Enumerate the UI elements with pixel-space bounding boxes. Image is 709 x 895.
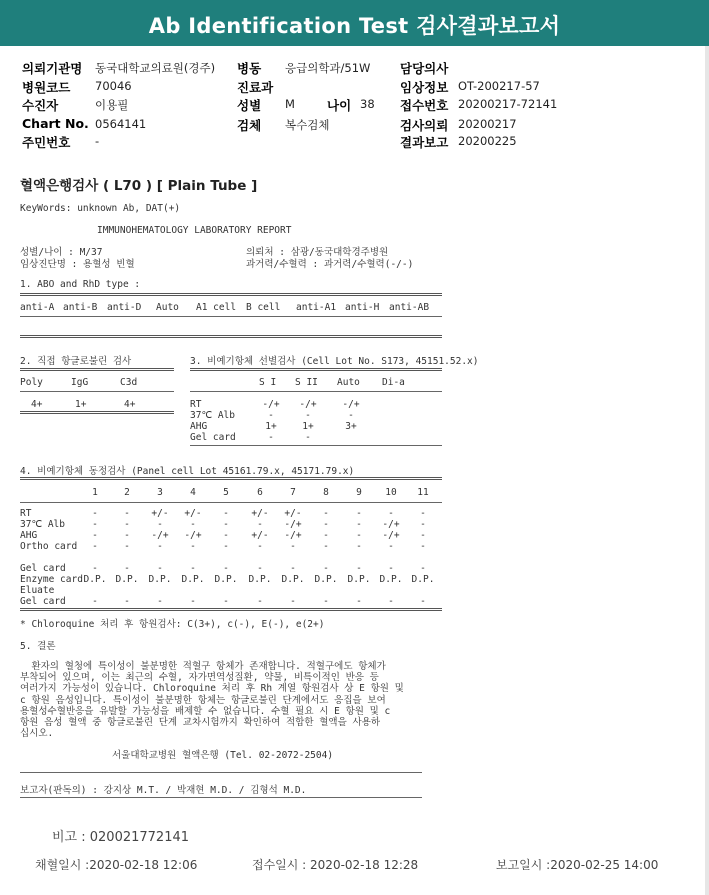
panel-cell: -/+ — [382, 519, 400, 530]
panel-cell: - — [388, 541, 394, 552]
header-value: 이용필 — [95, 98, 129, 112]
screen-cell: - — [305, 410, 311, 421]
panel-cell: - — [420, 541, 426, 552]
panel-cell: - — [257, 519, 263, 530]
panel-cell: -/+ — [184, 530, 202, 541]
header-label: Chart No. — [22, 116, 89, 131]
header-label: 임상정보 — [400, 80, 449, 95]
screen-cell: - — [268, 410, 274, 421]
panel-cell: +/- — [251, 508, 269, 519]
panel-cell: -/+ — [151, 530, 169, 541]
panel-column-header: 11 — [417, 487, 429, 498]
header-label: 접수번호 — [400, 98, 449, 113]
panel-cell: - — [124, 519, 130, 530]
abo-column-header: anti-AB — [389, 302, 430, 313]
panel-cell: - — [223, 508, 229, 519]
screen-column-header: S I — [259, 377, 277, 388]
panel-cell: - — [356, 541, 362, 552]
header-label: 결과보고 — [400, 135, 449, 150]
divider — [20, 477, 442, 480]
abo-column-header: anti-B — [63, 302, 98, 313]
collected-time: 채혈일시 :2020-02-18 12:06 — [35, 858, 198, 872]
panel-cell: - — [257, 563, 263, 574]
screen-column-header: Auto — [337, 377, 360, 388]
panel-cell: - — [92, 508, 98, 519]
screen-cell: -/+ — [342, 399, 360, 410]
past-history: 과거력/수혈력 : 과거력/수혈력(-/-) — [246, 259, 414, 270]
panel-cell: - — [323, 508, 329, 519]
header-label: 성별 — [237, 98, 262, 113]
panel-cell: - — [323, 563, 329, 574]
panel-cell: -/+ — [284, 530, 302, 541]
abo-column-header: anti-D — [107, 302, 142, 313]
panel-cell: - — [190, 541, 196, 552]
sex-age: 성별/나이 : M/37 — [20, 247, 103, 258]
panel-cell: - — [157, 563, 163, 574]
header-value: 20200225 — [458, 134, 517, 148]
panel-column-header: 1 — [92, 487, 98, 498]
screen-row-label: AHG — [190, 421, 208, 432]
panel-cell: - — [420, 563, 426, 574]
header-label: 진료과 — [237, 80, 274, 95]
panel-cell: - — [388, 508, 394, 519]
divider — [190, 368, 442, 371]
screen-row-label: 37℃ Alb — [190, 410, 235, 421]
divider — [20, 368, 174, 371]
panel-cell: - — [157, 541, 163, 552]
clinical-diagnosis: 임상진단명 : 용혈성 빈혈 — [20, 259, 135, 270]
header-value: M — [285, 97, 295, 111]
panel-row-label: 37℃ Alb — [20, 519, 65, 530]
screen-row-label: Gel card — [190, 432, 236, 443]
header-value: 70046 — [95, 79, 132, 93]
divider — [20, 335, 442, 338]
panel-cell: - — [323, 541, 329, 552]
panel-column-header: 10 — [385, 487, 397, 498]
panel-cell: - — [190, 596, 196, 607]
header-value: 0564141 — [95, 117, 147, 131]
abo-column-header: anti-A1 — [296, 302, 337, 313]
panel-cell: - — [356, 530, 362, 541]
panel-cell: - — [124, 541, 130, 552]
screen-cell: - — [348, 410, 354, 421]
abo-column-header: Auto — [156, 302, 179, 313]
conclusion-line: 십시오. — [20, 728, 54, 740]
panel-cell: - — [223, 530, 229, 541]
panel-column-header: 7 — [290, 487, 296, 498]
conclusion-line: 용혈성수혈반응을 유발할 가능성을 배제할 수 없습니다. 수혈 필요 시 E 항원 및 c — [20, 705, 391, 717]
panel-cell: - — [420, 519, 426, 530]
panel-cell: - — [257, 541, 263, 552]
screen-row-label: RT — [190, 399, 202, 410]
abo-column-header: A1 cell — [196, 302, 237, 313]
header-label: 담당의사 — [400, 61, 449, 76]
screen-column-header: Di-a — [382, 377, 405, 388]
header-value: 동국대학교의료원(경주) — [95, 61, 216, 75]
screen-cell: -/+ — [299, 399, 317, 410]
dat-value: 4+ — [124, 399, 136, 410]
panel-cell: - — [420, 530, 426, 541]
conclusion-line: 항원 음성 혈액 중 항글로불린 단계 교차시험까지 확인하여 적합한 혈액을 사용하 — [20, 717, 381, 728]
screen-cell: -/+ — [262, 399, 280, 410]
panel-cell: - — [223, 596, 229, 607]
panel-cell: - — [92, 530, 98, 541]
dat-title: 2. 직접 항글로불린 검사 — [20, 356, 132, 367]
divider — [20, 391, 174, 392]
panel-cell: D.P. — [214, 574, 238, 585]
abo-column-header: anti-A — [20, 302, 55, 313]
abo-column-header: B cell — [246, 302, 281, 313]
panel-cell: - — [92, 541, 98, 552]
screen-cell: - — [268, 432, 274, 443]
header-value: OT-200217-57 — [458, 79, 540, 93]
screen-column-header: S II — [295, 377, 318, 388]
panel-column-header: 5 — [223, 487, 229, 498]
abo-column-header: anti-H — [345, 302, 380, 313]
panel-title: 4. 비예기항체 동정검사 (Panel cell Lot 45161.79.x, 45171.79.x) — [20, 466, 355, 477]
panel-column-header: 8 — [323, 487, 329, 498]
header-label: 검체 — [237, 118, 262, 133]
panel-cell: - — [92, 596, 98, 607]
header-label: 검사의뢰 — [400, 118, 449, 133]
requester: 의뢰처 : 삼광/동국대학경주병원 — [246, 247, 389, 258]
conclusion-line: c 항원 음성입니다. 특이성이 불분명한 항체는 항글로불린 단계에서도 응집을 보여 — [20, 694, 386, 706]
reporters: 보고자(판독의) : 강지상 M.T. / 박재현 M.D. / 김형석 M.D. — [20, 785, 307, 796]
panel-cell: - — [124, 530, 130, 541]
panel-cell: +/- — [251, 530, 269, 541]
panel-cell: - — [223, 519, 229, 530]
panel-cell: - — [420, 596, 426, 607]
panel-cell: D.P. — [281, 574, 305, 585]
dat-column-header: Poly — [20, 377, 43, 388]
panel-row-label: Gel card — [20, 596, 66, 607]
header-value: 응급의학과/51W — [285, 61, 371, 75]
dat-value: 1+ — [75, 399, 87, 410]
header-label: 병동 — [237, 61, 262, 76]
panel-cell: D.P. — [115, 574, 139, 585]
panel-cell: - — [190, 563, 196, 574]
panel-cell: - — [356, 596, 362, 607]
header-value: 38 — [360, 97, 375, 111]
divider — [20, 293, 442, 296]
panel-cell: D.P. — [379, 574, 403, 585]
divider — [20, 502, 442, 503]
panel-column-header: 6 — [257, 487, 263, 498]
panel-row-label: Gel card — [20, 563, 66, 574]
title-bar — [0, 0, 709, 46]
lab-name: 서울대학교병원 혈액은행 (Tel. 02-2072-2504) — [112, 750, 334, 761]
header-value: 20200217 — [458, 117, 517, 131]
panel-row-label: AHG — [20, 530, 38, 541]
panel-cell: D.P. — [411, 574, 435, 585]
panel-cell: D.P. — [248, 574, 272, 585]
conclusion-line: 여러가지 가능성이 있습니다. Chloroquine 처리 후 Rh 계열 항원검사 상 E 항원 및 — [20, 683, 404, 695]
reported-time: 보고일시 :2020-02-25 14:00 — [496, 858, 659, 872]
scrollbar-track[interactable] — [705, 46, 709, 895]
header-label: 주민번호 — [22, 135, 71, 150]
panel-cell: - — [124, 596, 130, 607]
panel-cell: D.P. — [347, 574, 371, 585]
panel-cell: - — [356, 519, 362, 530]
panel-column-header: 4 — [190, 487, 196, 498]
screen-title: 3. 비예기항체 선별검사 (Cell Lot No. S173, 45151.52.x) — [190, 356, 479, 367]
panel-cell: +/- — [151, 508, 169, 519]
header-label: 수진자 — [22, 98, 59, 113]
panel-row-label: RT — [20, 508, 32, 519]
header-label: 병원코드 — [22, 80, 71, 95]
conclusion-line: 환자의 혈청에 특이성이 불분명한 적혈구 항체가 존재합니다. 적혈구에도 항체가 — [20, 661, 386, 672]
conclusion-title: 5. 결론 — [20, 641, 56, 652]
screen-cell: 3+ — [345, 421, 357, 432]
screen-cell: - — [305, 432, 311, 443]
panel-cell: D.P. — [314, 574, 338, 585]
panel-cell: - — [356, 508, 362, 519]
panel-cell: - — [157, 596, 163, 607]
panel-column-header: 9 — [356, 487, 362, 498]
dat-column-header: C3d — [120, 377, 138, 388]
panel-cell: D.P. — [181, 574, 205, 585]
screen-cell: 1+ — [265, 421, 277, 432]
chloroquine-note: * Chloroquine 처리 후 항원검사: C(3+), c(-), E(-), e(2+) — [20, 619, 325, 630]
panel-cell: - — [92, 519, 98, 530]
panel-cell: D.P. — [83, 574, 107, 585]
divider — [20, 797, 422, 798]
divider — [190, 445, 442, 446]
report-subtitle: IMMUNOHEMATOLOGY LABORATORY REPORT — [97, 225, 292, 236]
panel-cell: - — [124, 508, 130, 519]
received-time: 접수일시 : 2020-02-18 12:28 — [252, 858, 419, 872]
screen-cell: 1+ — [302, 421, 314, 432]
divider — [20, 772, 422, 773]
panel-cell: - — [257, 596, 263, 607]
abo-title: 1. ABO and RhD type : — [20, 279, 141, 290]
panel-cell: - — [223, 541, 229, 552]
divider — [190, 391, 442, 392]
panel-column-header: 3 — [157, 487, 163, 498]
header-value: - — [95, 134, 100, 148]
panel-cell: - — [290, 541, 296, 552]
panel-row-label: Enzyme card — [20, 574, 83, 585]
panel-cell: D.P. — [148, 574, 172, 585]
panel-cell: +/- — [184, 508, 202, 519]
header-value: 20200217-72141 — [458, 97, 558, 111]
dat-value: 4+ — [31, 399, 43, 410]
divider — [20, 608, 442, 611]
dat-column-header: IgG — [71, 377, 89, 388]
panel-cell: - — [388, 596, 394, 607]
panel-cell: - — [124, 563, 130, 574]
remark: 비고 : 020021772141 — [52, 830, 190, 845]
panel-cell: - — [356, 563, 362, 574]
divider — [20, 316, 442, 317]
panel-cell: - — [157, 519, 163, 530]
section-title: 혈액은행검사 ( L70 ) [ Plain Tube ] — [20, 178, 258, 194]
header-value: 복수검체 — [285, 118, 330, 132]
divider — [20, 411, 174, 414]
panel-cell: -/+ — [284, 519, 302, 530]
panel-column-header: 2 — [124, 487, 130, 498]
panel-cell: - — [190, 519, 196, 530]
panel-cell: - — [420, 508, 426, 519]
panel-cell: - — [290, 596, 296, 607]
header-label: 나이 — [327, 98, 352, 113]
panel-row-label: Ortho card — [20, 541, 78, 552]
panel-cell: - — [92, 563, 98, 574]
report-title: Ab Identification Test 검사결과보고서 — [148, 14, 561, 38]
panel-row-label: Eluate — [20, 585, 55, 596]
panel-cell: - — [223, 563, 229, 574]
header-label: 의뢰기관명 — [22, 61, 83, 76]
panel-cell: - — [323, 530, 329, 541]
panel-cell: -/+ — [382, 530, 400, 541]
keywords: KeyWords: unknown Ab, DAT(+) — [20, 203, 181, 214]
panel-cell: - — [323, 519, 329, 530]
conclusion-line: 부착되어 있으며, 이는 최근의 수혈, 자가면역성질환, 약물, 비특이적인 반응 등 — [20, 672, 379, 684]
panel-cell: - — [323, 596, 329, 607]
panel-cell: - — [290, 563, 296, 574]
panel-cell: - — [388, 563, 394, 574]
panel-cell: +/- — [284, 508, 302, 519]
